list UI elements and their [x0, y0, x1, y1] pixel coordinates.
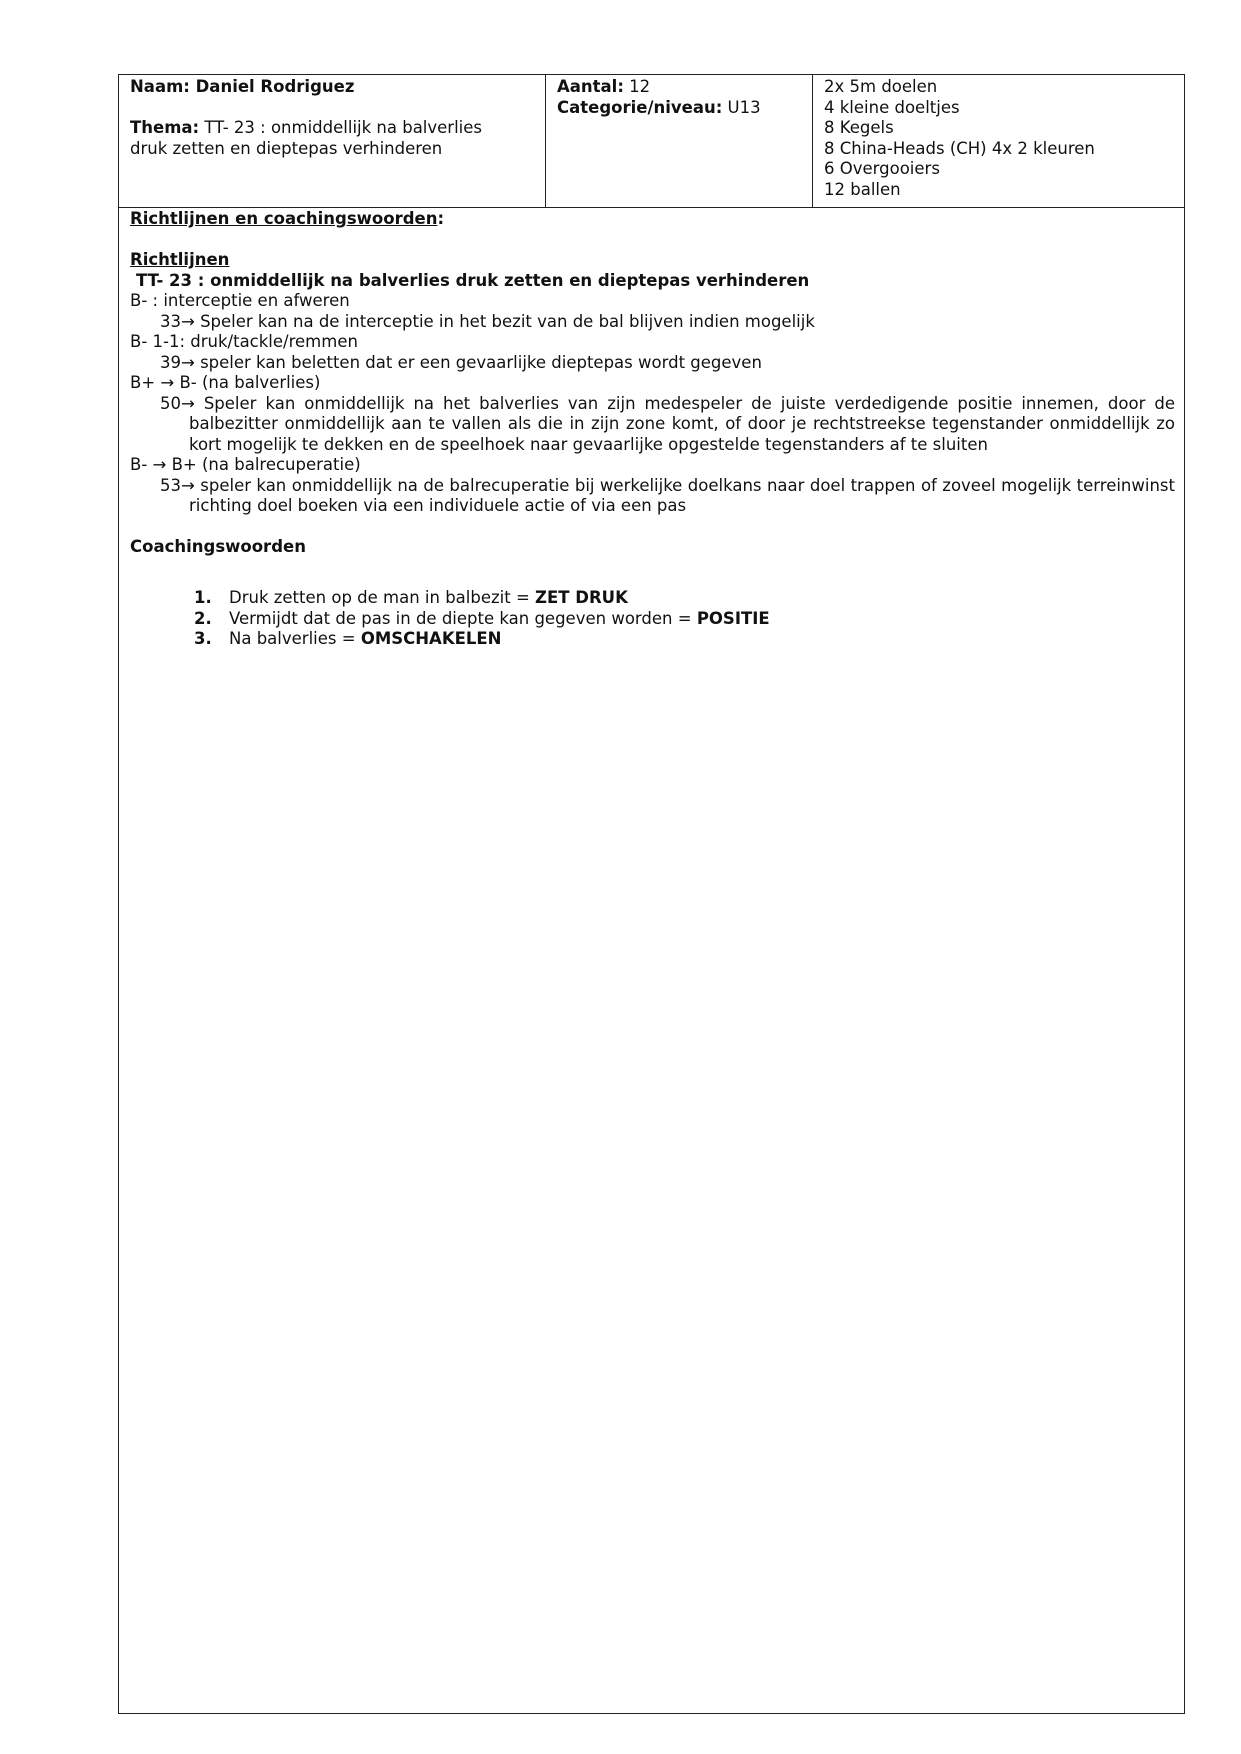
guideline-item: 33→ Speler kan na de interceptie in het bezit van de bal blijven indien mogelijk — [160, 311, 815, 331]
list-number: 3. — [194, 629, 212, 648]
category-value: U13 — [722, 97, 761, 117]
category-label: Categorie/niveau: — [557, 97, 723, 117]
coaching-keyword: ZET DRUK — [535, 588, 628, 607]
header-row — [119, 75, 1184, 208]
list-item — [130, 609, 1175, 630]
theme-value-2: druk zetten en dieptepas verhinderen — [130, 138, 443, 158]
list-text: Druk zetten op de man in balbezit = — [229, 588, 536, 607]
material-item: 6 Overgooiers — [824, 159, 940, 178]
list-number: 1. — [194, 588, 212, 607]
coaching-keyword: POSITIE — [696, 608, 770, 628]
count-value: 12 — [623, 77, 651, 96]
group-label: B- → B+ (na balrecuperatie) — [130, 455, 361, 474]
count-label: Aantal: — [557, 77, 624, 96]
list-item — [130, 588, 1175, 609]
list-item — [130, 629, 1175, 650]
coaching-keyword: OMSCHAKELEN — [360, 629, 502, 648]
guideline-item: 53→ speler kan onmiddellijk na de balrecuperatie bij werkelijke doelkans naar doel trappen of zoveel mogelijk terreinwinst richting doel boeken via een individuele actie of via een pas — [160, 475, 1175, 515]
group-label: B- 1-1: druk/tackle/remmen — [130, 332, 358, 351]
header-cell-materials — [813, 75, 1184, 207]
header-cell-group — [546, 75, 813, 207]
header-cell-trainer — [119, 75, 546, 207]
material-item: 8 Kegels — [824, 118, 894, 137]
guideline-item: 50→ Speler kan onmiddellijk na het balverlies van zijn medespeler de juiste verdedigende positie innemen, door de balbezitter onmiddellijk aan te vallen als die in zijn zone komt, of door je rechtstreekse tegenstander onmiddellijk zo kort mogelijk te dekken en de speelhoek naar gevaarlijke opgestelde tegenstanders af te sluiten — [160, 393, 1175, 454]
guideline-item: 39→ speler kan beletten dat er een gevaarlijke dieptepas wordt gegeven — [160, 352, 762, 372]
list-text: Vermijdt dat de pas in de diepte kan gegeven worden = — [229, 608, 697, 628]
count-line — [557, 77, 802, 98]
theme-label: Thema: — [130, 118, 200, 137]
trainer-name: Naam: Daniel Rodriguez — [130, 77, 355, 96]
guidelines-title: Richtlijnen — [130, 250, 230, 269]
section-title: Richtlijnen en coachingswoorden: — [130, 209, 445, 228]
group-label: B- : interceptie en afweren — [130, 291, 350, 310]
guidelines-body — [130, 209, 1175, 650]
coaching-title: Coachingswoorden — [130, 537, 306, 556]
theme-heading: TT- 23 : onmiddellijk na balverlies druk zetten en dieptepas verhinderen — [136, 270, 810, 290]
list-text: Na balverlies = — [229, 629, 361, 648]
theme-line-1 — [130, 118, 535, 139]
theme-value-1: TT- 23 : onmiddellijk na balverlies — [199, 118, 483, 137]
material-item: 2x 5m doelen — [824, 77, 938, 96]
category-line — [557, 98, 802, 119]
list-number: 2. — [194, 608, 212, 628]
material-item: 4 kleine doeltjes — [824, 97, 960, 117]
material-item: 8 China-Heads (CH) 4x 2 kleuren — [824, 138, 1095, 158]
group-label: B+ → B- (na balverlies) — [130, 373, 321, 392]
training-sheet — [118, 74, 1185, 1714]
material-item: 12 ballen — [824, 179, 901, 199]
coaching-list — [130, 588, 1175, 650]
